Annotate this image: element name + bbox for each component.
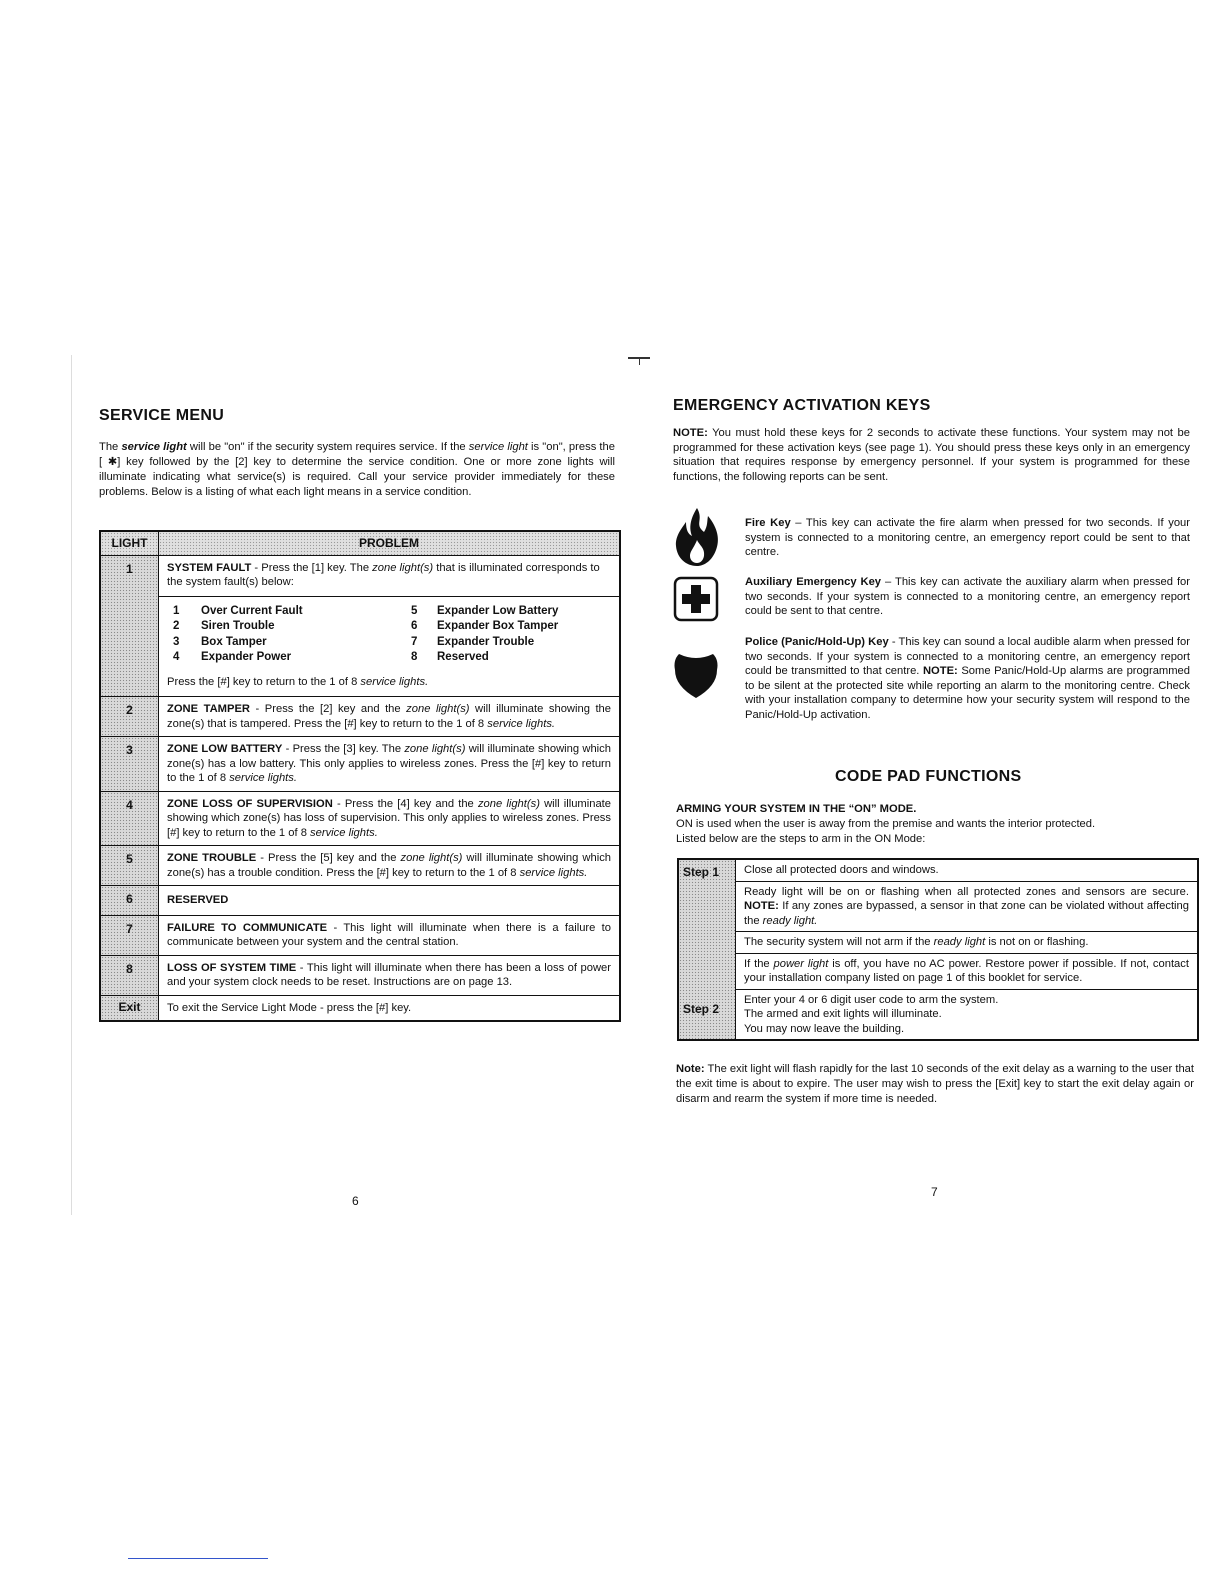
- table-row: 7 FAILURE TO COMMUNICATE - This light will illuminate when there is a failure to communicate between your system and the central station.: [101, 915, 619, 955]
- police-badge-icon: [673, 650, 719, 700]
- police-key-description: Police (Panic/Hold-Up) Key - This key can sound a local audible alarm when pressed for two seconds. If your system is connected to a monitoring centre, an emergency report could be transmitted to that centre. NOTE: Some Panic/Hold-Up alarms are programmed to be silent at the protected site while reporting an alarm to the monitoring centre. Check with your installation company to determine how your security system will respond to the Panic/Hold-Up activation.: [745, 636, 1190, 721]
- scan-edge-line: [71, 355, 72, 1215]
- fire-icon: [674, 506, 720, 568]
- page-number-left: 6: [352, 1194, 359, 1208]
- table-row: 5 ZONE TROUBLE - Press the [5] key and the zone light(s) will illuminate showing which zone(s) has a trouble condition. Press the [#] key to return to the 1 of 8 service lights.: [101, 845, 619, 885]
- header-problem: PROBLEM: [159, 532, 619, 555]
- page-title-emergency-keys: EMERGENCY ACTIVATION KEYS: [673, 397, 931, 414]
- light-number: 6: [101, 886, 159, 915]
- medical-cross-icon: [673, 576, 719, 622]
- center-crop-mark-tick: [639, 357, 640, 365]
- auxiliary-key-description: Auxiliary Emergency Key – This key can activate the auxiliary alarm when pressed for two seconds. If your system is connected to a monitoring centre, an emergency report could be sent to that centre.: [745, 576, 1190, 617]
- light-number: 3: [101, 737, 159, 791]
- step-row: Ready light will be on or flashing when all protected zones and sensors are secure. NOTE: If any zones are bypassed, a sensor in that zone can be violated without affecting the ready light.: [736, 881, 1197, 932]
- bottom-link-underline: [128, 1558, 268, 1559]
- table-row: 2 ZONE TAMPER - Press the [2] key and the zone light(s) will illuminate showing the zone(s) that is tampered. Press the [#] key to return to the 1 of 8 service lights.: [101, 696, 619, 736]
- page-title-service-menu: SERVICE MENU: [99, 407, 225, 424]
- header-light: LIGHT: [101, 532, 159, 555]
- step-row: If the power light is off, you have no AC power. Restore power if possible. If not, contact your installation company listed on page 1 of this booklet for service.: [736, 953, 1197, 989]
- light-number: 4: [101, 792, 159, 846]
- light-number: 2: [101, 697, 159, 736]
- step-row: Close all protected doors and windows.: [744, 864, 939, 876]
- table-row: Exit To exit the Service Light Mode - press the [#] key.: [101, 995, 619, 1021]
- table-row: 4 ZONE LOSS OF SUPERVISION - Press the [4] key and the zone light(s) will illuminate showing which zone(s) has loss of supervision. This only applies to wireless zones. Press [#] key to return to the 1 of 8 service lights.: [101, 791, 619, 846]
- step-row: Enter your 4 or 6 digit user code to arm the system. The armed and exit lights will illuminate. You may now leave the building.: [736, 989, 1197, 1040]
- light-number: 8: [101, 956, 159, 995]
- arming-steps-table: [677, 858, 1199, 1041]
- light-number: 7: [101, 916, 159, 955]
- fire-key-description: Fire Key – This key can activate the fire alarm when pressed for two seconds. If your system is connected to a monitoring centre, an emergency report could be sent to that centre.: [745, 517, 1190, 558]
- arming-section: ARMING YOUR SYSTEM IN THE “ON” MODE. ON is used when the user is away from the premise and wants the interior protected. Listed below are the steps to arm in the ON Mode:: [676, 803, 1096, 845]
- service-menu-intro: The service light will be "on" if the security system requires service. If the service light is "on", press the [ ✱] key followed by the [2] key to determine the service condition. One or more zone lights will illuminate indicating what service(s) is required. Call your service provider immediately for these problems. Below is a listing of what each light means in a service condition.: [99, 441, 615, 498]
- table-row: 1 SYSTEM FAULT - Press the [1] key. The zone light(s) that is illuminated corresponds to the system fault(s) below: 1 Over Current Fault 5 Expander Low Battery 2 Siren Trouble 6 Expander Box Tamper 3 Box Tamper 7 Expander Trouble 4 Expander Power 8 Reserved Press the [#] key to return to the 1 of 8 service lights.: [101, 555, 619, 697]
- light-number: 1: [101, 556, 159, 697]
- step-1-label: Step 1: [683, 865, 720, 879]
- page-number-right: 7: [931, 1185, 938, 1199]
- emergency-note: NOTE: You must hold these keys for 2 seconds to activate these functions. Your system may not be programmed for these activation keys (see page 1). You should press these keys only in an emergency situation that requires response by emergency personnel. If your system is programmed for these functions, the following reports can be sent.: [673, 427, 1190, 483]
- service-light-table: [99, 530, 621, 1022]
- table-row: 8 LOSS OF SYSTEM TIME - This light will illuminate when there has been a loss of power and your system clock needs to be reset. Instructions are on page 13.: [101, 955, 619, 995]
- step-row: The security system will not arm if the ready light is not on or flashing.: [736, 931, 1197, 953]
- step-2-label: Step 2: [683, 1002, 720, 1016]
- table-row: 6 RESERVED: [101, 885, 619, 915]
- table-row: 3 ZONE LOW BATTERY - Press the [3] key. The zone light(s) will illuminate showing which zone(s) has a low battery. This only applies to wireless zones. Press the [#] key to return to the 1 of 8 service lights.: [101, 736, 619, 791]
- light-number: Exit: [101, 996, 159, 1021]
- code-pad-title: CODE PAD FUNCTIONS: [835, 768, 1022, 785]
- light-number: 5: [101, 846, 159, 885]
- exit-delay-note: Note: The exit light will flash rapidly for the last 10 seconds of the exit delay as a warning to the user that the exit time is about to expire. The user may wish to press the [Exit] key to start the exit delay again or disarm and rearm the system if more time is needed.: [676, 1063, 1194, 1105]
- system-fault-list: 1 Over Current Fault 5 Expander Low Battery 2 Siren Trouble 6 Expander Box Tamper 3 Box Tamper 7 Expander Trouble 4 Expander Power 8 Reserved: [173, 604, 559, 663]
- table-header-row: [101, 532, 619, 555]
